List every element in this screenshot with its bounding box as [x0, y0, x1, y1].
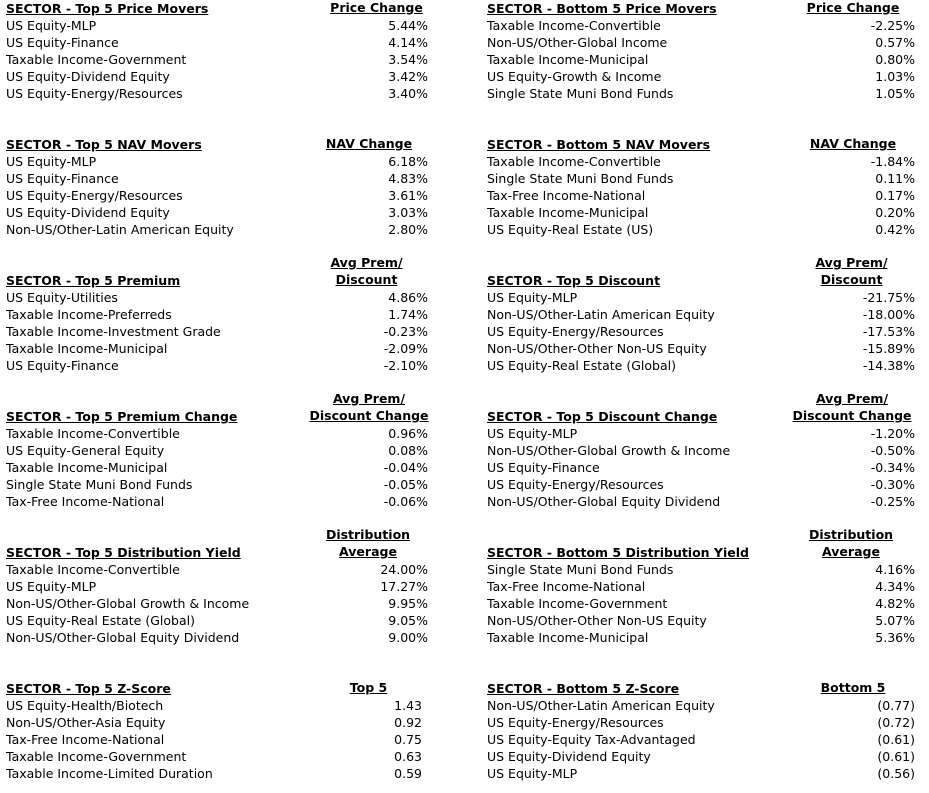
bottom-nav-movers-table [487, 119, 917, 238]
table-row [487, 187, 917, 204]
sector-value: 3.42% [388, 69, 428, 84]
sector-name: US Equity-Health/Biotech [6, 698, 164, 713]
sector-value: -0.23% [383, 324, 428, 339]
sector-value: 0.17% [875, 188, 915, 203]
table-row [487, 170, 917, 187]
table-title: SECTOR - Top 5 Z-Score [6, 681, 171, 696]
table-row [487, 748, 917, 765]
sector-name: Taxable Income-Municipal [487, 630, 649, 645]
sector-value: 4.34% [875, 579, 915, 594]
sector-name: US Equity-Real Estate (US) [487, 222, 654, 237]
top-z-score-table [6, 663, 436, 782]
sector-name: Tax-Free Income-National [487, 579, 646, 594]
sector-value: 1.43 [394, 698, 422, 713]
table-title: SECTOR - Top 5 Price Movers [6, 1, 209, 16]
value-column-header: NAV Change [809, 136, 897, 151]
table-row [6, 51, 436, 68]
table-row [487, 51, 917, 68]
table-title: SECTOR - Bottom 5 Price Movers [487, 1, 717, 16]
sector-name: Taxable Income-Preferreds [6, 307, 172, 322]
sector-name: Non-US/Other-Global Income [487, 35, 668, 50]
sector-value: 1.03% [875, 69, 915, 84]
table-title: SECTOR - Bottom 5 NAV Movers [487, 137, 711, 152]
top-price-movers-table [6, 0, 436, 102]
sector-value: 5.07% [875, 613, 915, 628]
sector-name: US Equity-Energy/Resources [487, 477, 664, 492]
table-header [6, 255, 436, 289]
top-distribution-yield-table [6, 527, 436, 646]
sector-value: -0.06% [383, 494, 428, 509]
table-row [487, 425, 917, 442]
table-row [487, 34, 917, 51]
table-row [6, 731, 436, 748]
sector-name: Non-US/Other-Other Non-US Equity [487, 613, 707, 628]
table-row [487, 357, 917, 374]
sector-value: 9.95% [388, 596, 428, 611]
sector-value: 5.36% [875, 630, 915, 645]
sector-value: 0.75 [394, 732, 422, 747]
sector-value: 9.05% [388, 613, 428, 628]
table-row [6, 476, 436, 493]
table-header [6, 527, 436, 561]
sector-name: Taxable Income-Municipal [6, 341, 168, 356]
table-row [487, 561, 917, 578]
table-row [487, 289, 917, 306]
table-row [6, 459, 436, 476]
sector-name: Non-US/Other-Global Equity Dividend [487, 494, 721, 509]
sector-value: 3.03% [388, 205, 428, 220]
table-row [487, 85, 917, 102]
table-title: SECTOR - Top 5 NAV Movers [6, 137, 202, 152]
table-title: SECTOR - Top 5 Premium Change [6, 409, 238, 424]
sector-value: 0.08% [388, 443, 428, 458]
table-row [487, 714, 917, 731]
sector-name: Taxable Income-Government [6, 52, 187, 67]
table-header [487, 119, 917, 153]
sector-name: Single State Muni Bond Funds [487, 86, 674, 101]
table-row [487, 595, 917, 612]
sector-value: 3.40% [388, 86, 428, 101]
sector-value: 0.96% [388, 426, 428, 441]
value-column-header: Bottom 5 [820, 680, 886, 695]
sector-value: 5.44% [388, 18, 428, 33]
sector-value: -0.30% [870, 477, 915, 492]
table-header [6, 663, 436, 697]
sector-name: US Equity-MLP [487, 290, 578, 305]
sector-name: US Equity-MLP [487, 426, 578, 441]
table-title: SECTOR - Bottom 5 Distribution Yield [487, 545, 749, 560]
sector-name: Taxable Income-Municipal [487, 205, 649, 220]
table-row [487, 629, 917, 646]
table-row [6, 153, 436, 170]
table-row [6, 493, 436, 510]
sector-value: -1.84% [870, 154, 915, 169]
sector-name: US Equity-MLP [6, 18, 97, 33]
sector-name: US Equity-MLP [6, 154, 97, 169]
sector-name: US Equity-MLP [487, 766, 578, 781]
sector-value: (0.61) [877, 732, 915, 747]
value-column-header: Top 5 [349, 680, 388, 695]
sector-name: Tax-Free Income-National [487, 188, 646, 203]
table-row [6, 340, 436, 357]
table-row [6, 323, 436, 340]
sector-name: Taxable Income-Convertible [6, 426, 180, 441]
table-row [487, 306, 917, 323]
table-row [6, 595, 436, 612]
sector-name: Taxable Income-Convertible [487, 18, 661, 33]
value-column-header: Distribution Average [808, 527, 894, 559]
sector-value: 4.16% [875, 562, 915, 577]
sector-value: -2.25% [870, 18, 915, 33]
table-title: SECTOR - Bottom 5 Z-Score [487, 681, 680, 696]
sector-name: US Equity-General Equity [6, 443, 165, 458]
table-row [6, 612, 436, 629]
value-column-header: NAV Change [325, 136, 413, 151]
value-column-header: Price Change [330, 0, 423, 15]
sector-value: 0.11% [875, 171, 915, 186]
sector-name: Non-US/Other-Asia Equity [6, 715, 166, 730]
table-row [6, 204, 436, 221]
top-discount-change-table [487, 391, 917, 510]
sector-name: Taxable Income-Convertible [6, 562, 180, 577]
sector-value: 4.83% [388, 171, 428, 186]
top-premium-table [6, 255, 436, 374]
sector-value: -1.20% [870, 426, 915, 441]
table-row [487, 153, 917, 170]
table-title: SECTOR - Top 5 Discount [487, 273, 661, 288]
sector-value: 0.63 [394, 749, 422, 764]
sector-name: Taxable Income-Municipal [487, 52, 649, 67]
sector-value: 17.27% [380, 579, 428, 594]
sector-name: Non-US/Other-Global Growth & Income [6, 596, 250, 611]
table-header [487, 663, 917, 697]
sector-name: US Equity-Finance [6, 358, 119, 373]
sector-name: Single State Muni Bond Funds [487, 171, 674, 186]
sector-value: 0.92 [394, 715, 422, 730]
sector-value: 0.42% [875, 222, 915, 237]
sector-name: Taxable Income-Government [487, 596, 668, 611]
table-row [487, 68, 917, 85]
sector-name: Non-US/Other-Latin American Equity [487, 307, 715, 322]
sector-name: Tax-Free Income-National [6, 732, 165, 747]
sector-name: Tax-Free Income-National [6, 494, 165, 509]
sector-value: 24.00% [380, 562, 428, 577]
sector-value: (0.72) [877, 715, 915, 730]
value-column-header: Distribution Average [325, 527, 411, 559]
sector-value: 4.14% [388, 35, 428, 50]
sector-name: US Equity-Finance [6, 171, 119, 186]
table-row [6, 697, 436, 714]
sector-value: -0.05% [383, 477, 428, 492]
sector-name: Taxable Income-Municipal [6, 460, 168, 475]
sector-value: -14.38% [862, 358, 915, 373]
top-premium-change-table [6, 391, 436, 510]
table-row [487, 697, 917, 714]
sector-value: -15.89% [862, 341, 915, 356]
table-row [6, 578, 436, 595]
value-column-header: Avg Prem/ Discount [330, 255, 403, 287]
table-row [487, 204, 917, 221]
sector-value: (0.61) [877, 749, 915, 764]
sector-value: -2.09% [383, 341, 428, 356]
sector-name: US Equity-Dividend Equity [487, 749, 651, 764]
sector-value: -21.75% [862, 290, 915, 305]
table-row [6, 85, 436, 102]
sector-name: US Equity-Finance [487, 460, 600, 475]
sector-name: Non-US/Other-Latin American Equity [487, 698, 715, 713]
table-row [487, 17, 917, 34]
table-row [6, 357, 436, 374]
sector-name: US Equity-Dividend Equity [6, 205, 170, 220]
sector-value: (0.77) [877, 698, 915, 713]
sector-value: -0.25% [870, 494, 915, 509]
sector-name: US Equity-Finance [6, 35, 119, 50]
table-row [487, 731, 917, 748]
sector-name: US Equity-Equity Tax-Advantaged [487, 732, 696, 747]
sector-value: 4.86% [388, 290, 428, 305]
table-row [487, 765, 917, 782]
table-header [6, 0, 436, 17]
table-row [6, 170, 436, 187]
table-row [6, 17, 436, 34]
table-row [487, 340, 917, 357]
sector-value: 4.82% [875, 596, 915, 611]
sector-value: 0.59 [394, 766, 422, 781]
sector-name: US Equity-Energy/Resources [6, 188, 183, 203]
table-header [487, 527, 917, 561]
sector-name: Single State Muni Bond Funds [6, 477, 193, 492]
table-row [6, 714, 436, 731]
table-title: SECTOR - Top 5 Distribution Yield [6, 545, 241, 560]
top-discount-table [487, 255, 917, 374]
sector-name: Non-US/Other-Latin American Equity [6, 222, 234, 237]
sector-value: -17.53% [862, 324, 915, 339]
sector-value: (0.56) [877, 766, 915, 781]
table-row [487, 476, 917, 493]
table-row [6, 425, 436, 442]
table-title: SECTOR - Top 5 Discount Change [487, 409, 718, 424]
sector-name: US Equity-Real Estate (Global) [487, 358, 676, 373]
value-column-header: Price Change [806, 0, 900, 15]
sector-value: 0.20% [875, 205, 915, 220]
sector-name: US Equity-Energy/Resources [487, 715, 664, 730]
sector-name: US Equity-Dividend Equity [6, 69, 170, 84]
sector-value: 2.80% [388, 222, 428, 237]
table-row [487, 493, 917, 510]
sector-value: 1.05% [875, 86, 915, 101]
sector-name: US Equity-Energy/Resources [487, 324, 664, 339]
table-header [487, 255, 917, 289]
sector-value: -18.00% [862, 307, 915, 322]
sector-name: Non-US/Other-Other Non-US Equity [487, 341, 707, 356]
sector-name: Taxable Income-Investment Grade [6, 324, 221, 339]
table-row [487, 612, 917, 629]
sector-name: Taxable Income-Government [6, 749, 187, 764]
sector-value: 9.00% [388, 630, 428, 645]
table-title: SECTOR - Top 5 Premium [6, 273, 181, 288]
value-column-header: Avg Prem/ Discount Change [309, 391, 429, 423]
sector-value: 0.80% [875, 52, 915, 67]
table-row [6, 748, 436, 765]
sector-name: Taxable Income-Convertible [487, 154, 661, 169]
table-row [6, 289, 436, 306]
table-row [487, 578, 917, 595]
table-row [6, 629, 436, 646]
table-row [6, 561, 436, 578]
top-nav-movers-table [6, 119, 436, 238]
table-row [6, 306, 436, 323]
table-header [6, 391, 436, 425]
sector-value: 6.18% [388, 154, 428, 169]
table-header [487, 0, 917, 17]
bottom-distribution-yield-table [487, 527, 917, 646]
table-row [487, 323, 917, 340]
sector-value: -0.34% [870, 460, 915, 475]
sector-name: US Equity-Growth & Income [487, 69, 662, 84]
sector-name: Taxable Income-Limited Duration [6, 766, 213, 781]
bottom-z-score-table [487, 663, 917, 782]
value-column-header: Avg Prem/ Discount Change [792, 391, 912, 423]
sector-value: 0.57% [875, 35, 915, 50]
value-column-header: Avg Prem/ Discount [815, 255, 888, 287]
table-header [6, 119, 436, 153]
sector-name: US Equity-MLP [6, 579, 97, 594]
sector-name: Non-US/Other-Global Equity Dividend [6, 630, 240, 645]
sector-name: US Equity-Real Estate (Global) [6, 613, 195, 628]
sector-value: 3.54% [388, 52, 428, 67]
table-row [6, 34, 436, 51]
sector-value: 3.61% [388, 188, 428, 203]
sector-name: US Equity-Utilities [6, 290, 118, 305]
table-row [6, 765, 436, 782]
sector-value: -2.10% [383, 358, 428, 373]
table-row [6, 442, 436, 459]
bottom-price-movers-table [487, 0, 917, 102]
sector-value: 1.74% [388, 307, 428, 322]
table-row [6, 68, 436, 85]
sector-value: -0.04% [383, 460, 428, 475]
table-row [487, 442, 917, 459]
table-row [487, 221, 917, 238]
table-row [6, 221, 436, 238]
table-row [487, 459, 917, 476]
sector-name: Non-US/Other-Global Growth & Income [487, 443, 731, 458]
sector-name: Single State Muni Bond Funds [487, 562, 674, 577]
sector-name: US Equity-Energy/Resources [6, 86, 183, 101]
sector-value: -0.50% [870, 443, 915, 458]
table-header [487, 391, 917, 425]
table-row [6, 187, 436, 204]
